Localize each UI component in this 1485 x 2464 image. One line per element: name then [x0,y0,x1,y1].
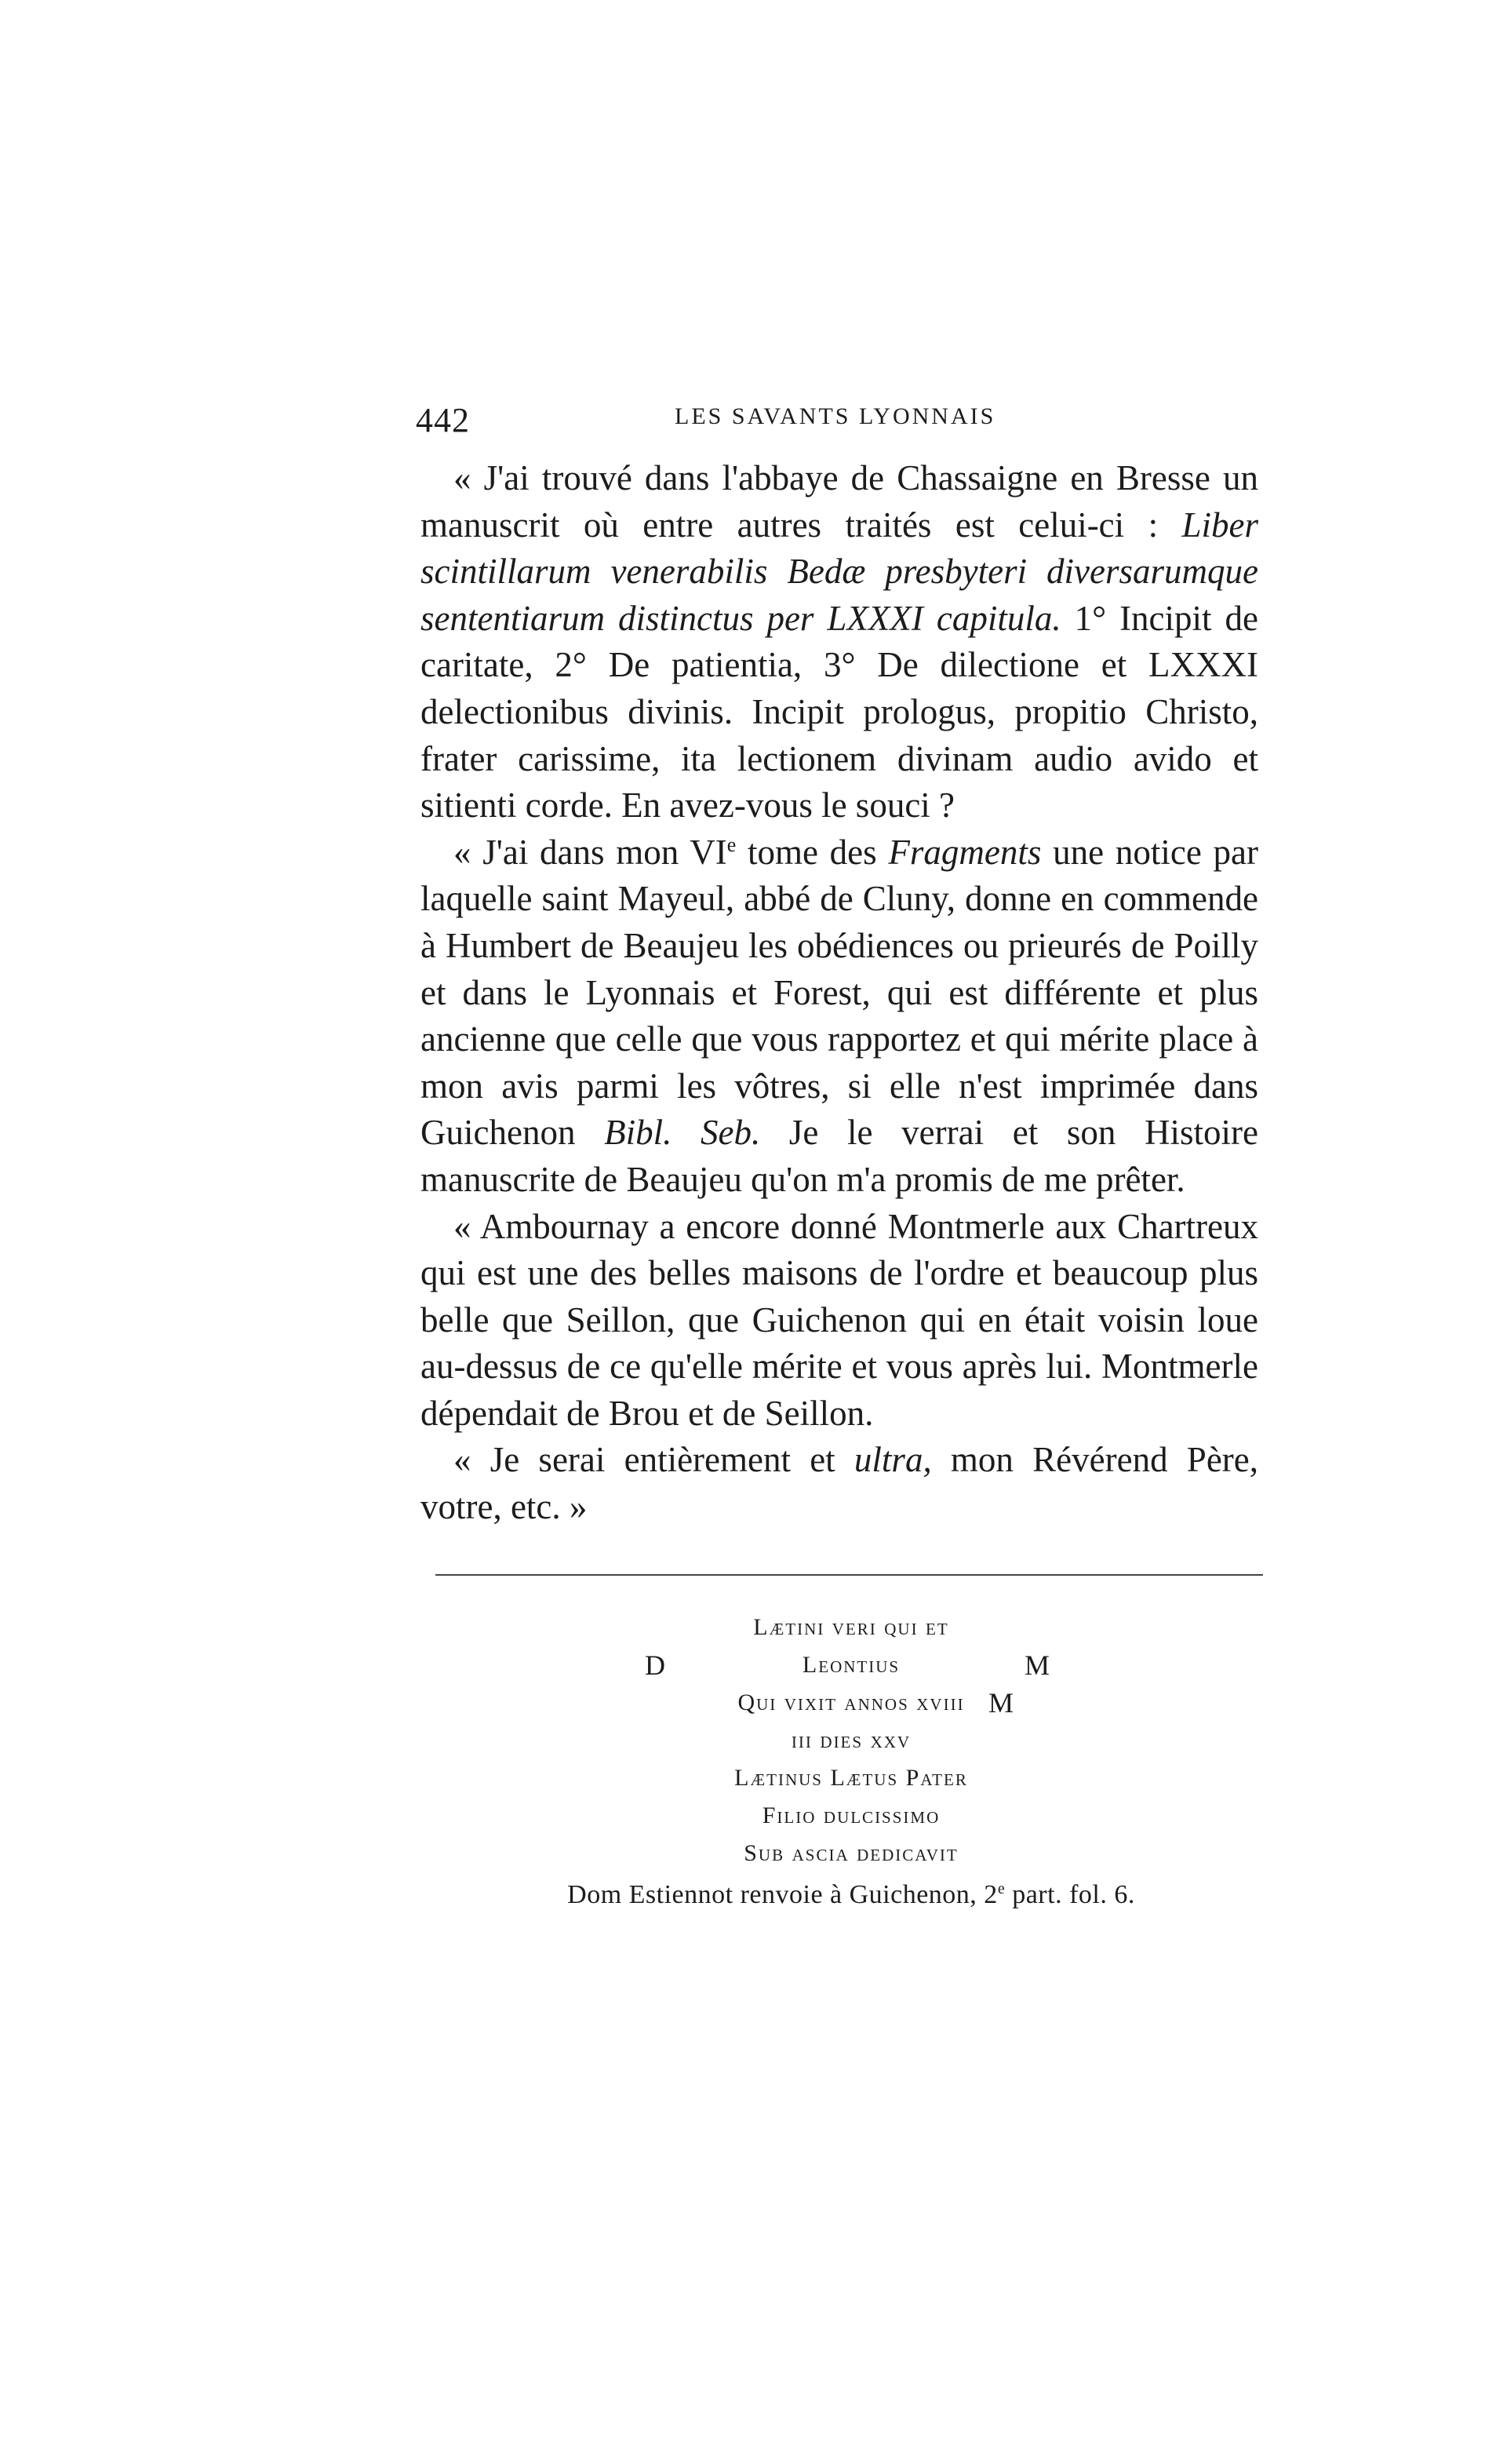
paragraph-4 [420,1437,1258,1530]
inscription-line-3 [439,1684,1263,1722]
footnote-text-a: Dom Estiennot renvoie à Guichenon, 2 [567,1880,998,1909]
running-head [416,392,1263,439]
inscription-line-4: iii dies xxv [791,1727,912,1753]
footnote-superscript: e [997,1880,1006,1897]
section-divider [435,1574,1263,1576]
paragraph-1 [420,455,1258,829]
paragraph-1-italic: Liber scintillarum venerabilis Bedæ presbyteri diversarumque sententiarum distinctus per LXXXI capitula. [420,505,1258,638]
inscription-line-3-right-letter: M [988,1687,1016,1719]
footnote-text-b: part. fol. 6. [1005,1880,1135,1909]
inscription-line-6: Filio dulcissimo [762,1802,941,1828]
inscription-right-letter: M [1025,1649,1052,1681]
inscription-line-2 [439,1646,1263,1684]
paragraph-4-text-b: mon Révérend Père, votre, etc. » [420,1440,1259,1527]
inscription-line-3-text: Qui vixit annos xviii [737,1689,965,1715]
paragraph-2-superscript: e [726,833,737,856]
paragraph-2-text-d: Je le verrai et son Histoire manuscrite de Beaujeu qu'on m'a promis de me prêter. [420,1113,1259,1199]
paragraph-3 [420,1204,1258,1438]
running-title: LES SAVANTS LYONNAIS [675,403,996,429]
inscription-left-letter: D [645,1649,667,1681]
inscription [439,1609,1263,1872]
inscription-line-2-text: Leontius [802,1652,901,1678]
paragraph-1-text-b: 1° Incipit de caritate, 2° De patientia, 3° De dilectione et LXXXI delectionibus divinis. Incipit prologus, propitio Christo, frater carissime, ita lectionem divinam audio avido et sitienti corde. En avez-vous le souci ? [420,598,1258,826]
inscription-line-1: Lætini veri qui et [753,1614,949,1640]
paragraph-2 [420,829,1258,1204]
inscription-line-7: Sub ascia dedicavit [744,1840,959,1866]
paragraph-2-italic-bibl: Bibl. Seb. [604,1113,761,1153]
body-text [420,455,1258,1531]
paragraph-2-text-c: une notice par laquelle saint Mayeul, abbé de Cluny, donne en commende à Humbert de Beaujeu les obédiences ou prieurés de Poilly et dans le Lyonnais et Forest, qui est différente et plus ancienne que celle que vous rapportez et qui mérite place à mon avis parmi les vôtres, si elle n'est imprimée dans Guichenon [420,832,1258,1153]
paragraph-4-text-a: « Je serai entièrement et [453,1440,854,1480]
paragraph-2-text-a: « J'ai dans mon VI [453,832,727,872]
page-number: 442 [416,401,470,439]
footnote [439,1880,1263,1910]
paragraph-3-text: « Ambournay a encore donné Montmerle aux Chartreux qui est une des belles maisons de l'ordre et beaucoup plus belle que Seillon, que Guichenon qui en était voisin loue au-dessus de ce qu'elle mérite et vous après lui. Montmerle dépendait de Brou et de Seillon. [420,1206,1258,1433]
paragraph-2-italic-fragments: Fragments [888,832,1042,872]
paragraph-1-text-a: « J'ai trouvé dans l'abbaye de Chassaigne en Bresse un manuscrit où entre autres traités est celui-ci : [420,458,1258,545]
paragraph-2-text-b: tome des [736,832,889,872]
inscription-line-5: Lætinus Lætus Pater [734,1765,968,1791]
paragraph-4-italic: ultra, [854,1440,932,1480]
